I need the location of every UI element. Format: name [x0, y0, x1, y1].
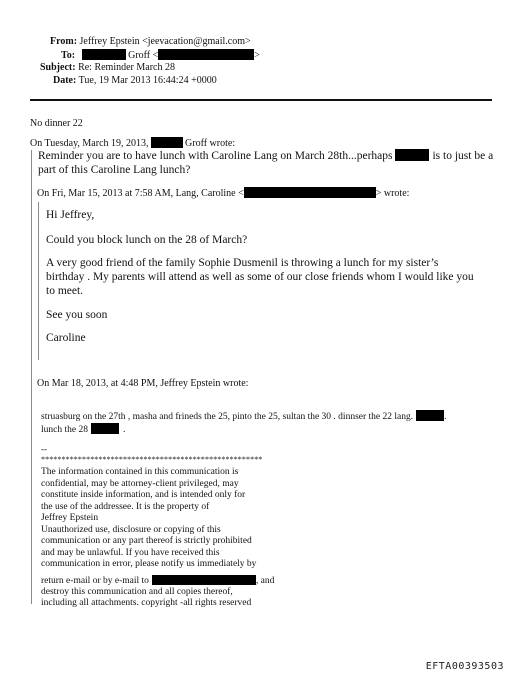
to-label: To:	[61, 50, 76, 61]
disclaimer-line: constitute inside information, and is intended only for	[41, 490, 246, 500]
subject-value: Re: Reminder March 28	[78, 62, 175, 73]
to-row	[61, 49, 260, 62]
disclaimer-text: return e-mail or by e-mail to	[41, 576, 149, 586]
date-value: Tue, 19 Mar 2013 16:44:24 +0000	[78, 75, 217, 86]
redaction	[151, 137, 183, 148]
from-value: Jeffrey Epstein <jeevacation@gmail.com>	[79, 36, 251, 47]
quote-bar-outer	[31, 150, 32, 604]
disclaimer-line: the use of the addressee. It is the property of	[41, 501, 210, 512]
disclaimer-line: and may be unlawful. If you have received this	[41, 547, 220, 558]
quote1-text-end: is to just be a	[432, 150, 494, 162]
redaction	[395, 149, 429, 161]
quote2-paragraph1: Could you block lunch on the 28 of March?	[46, 234, 248, 246]
quote1-header-end: Groff wrote:	[185, 138, 236, 149]
to-name: Groff <	[128, 50, 159, 61]
redaction	[158, 49, 254, 60]
quote2-greeting: Hi Jeffrey,	[46, 209, 95, 221]
disclaimer-line: communication in error, please notify us immediately by	[41, 559, 257, 569]
disclaimer-line: confidential, may be attorney-client privileged, may	[41, 478, 239, 489]
reply-text: No dinner 22	[30, 118, 83, 129]
quote2-header-end: > wrote:	[375, 188, 410, 199]
quote2-paragraph3: See you soon	[46, 309, 108, 321]
quote2-header-text: On Fri, Mar 15, 2013 at 7:58 AM, Lang, Caroline <	[37, 188, 244, 199]
quote2-paragraph2-line2: birthday . My parents will attend as well as some of our close friends whom I would like you	[46, 271, 474, 283]
redaction	[244, 187, 376, 198]
quote3-line2	[41, 423, 125, 436]
disclaimer-line: Unauthorized use, disclosure or copying of this	[41, 524, 221, 535]
redaction	[152, 575, 256, 585]
subject-row	[40, 62, 175, 74]
quote2-header	[37, 187, 409, 200]
to-end: >	[254, 50, 260, 61]
quote2-paragraph2-line1: A very good friend of the family Sophie Dusmenil is throwing a lunch for my sister’s	[46, 257, 439, 269]
disclaimer-text-end: , and	[255, 576, 275, 586]
disclaimer-line: Jeffrey Epstein	[41, 513, 99, 523]
signature-dashes: --	[41, 444, 47, 454]
quote3-text-end: .	[122, 425, 126, 435]
date-row	[53, 75, 217, 87]
quote1-line1	[38, 149, 493, 163]
quote2-paragraph2-line3: to meet.	[46, 285, 84, 297]
quote1-header-text: On Tuesday, March 19, 2013,	[30, 138, 149, 149]
quote3-text-end: .	[444, 412, 447, 422]
from-row	[50, 36, 251, 48]
quote-bar-inner	[38, 202, 39, 360]
disclaimer-line: The information contained in this communication is	[41, 467, 239, 477]
date-label: Date:	[53, 75, 77, 86]
quote3-line1	[41, 410, 447, 423]
disclaimer-line: communication or any part thereof is strictly prohibited	[41, 536, 252, 546]
quote3-text: struasburg on the 27th , masha and frineds the 25, pinto the 25, sultan the 30 . dinnser the 22 lang.	[41, 412, 414, 422]
redaction	[82, 49, 126, 60]
redaction	[91, 423, 119, 434]
signature-stars: ******************************************************	[41, 455, 263, 464]
subject-label: Subject:	[40, 62, 76, 73]
quote1-line2: part of this Caroline Lang lunch?	[38, 164, 191, 176]
quote2-signature: Caroline	[46, 332, 86, 344]
from-label: From:	[50, 36, 78, 47]
quote3-header: On Mar 18, 2013, at 4:48 PM, Jeffrey Epstein wrote:	[37, 378, 249, 389]
quote1-text: Reminder you are to have lunch with Caroline Lang on March 28th...perhaps	[38, 150, 393, 162]
bates-number: EFTA00393503	[425, 661, 504, 672]
redaction	[416, 410, 447, 422]
header-divider	[30, 99, 492, 101]
disclaimer-line: destroy this communication and all copies thereof,	[41, 586, 233, 597]
quote3-text: lunch the 28	[41, 425, 88, 435]
disclaimer-line: including all attachments. copyright -all rights reserved	[41, 598, 252, 608]
